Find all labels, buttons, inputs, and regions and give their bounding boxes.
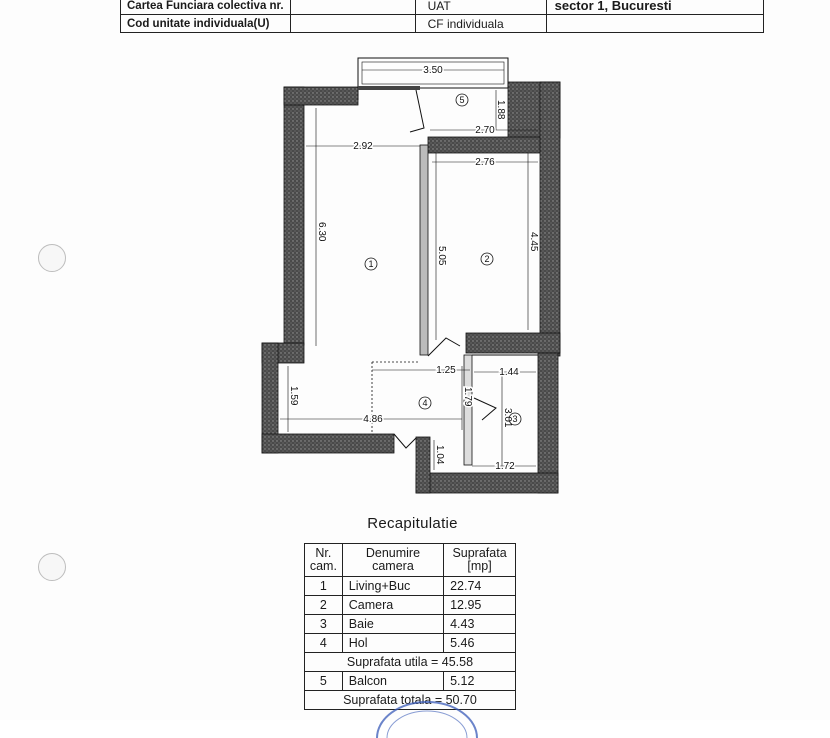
- col-header-nr: [305, 544, 343, 577]
- dim-camera-h: 4.45: [528, 232, 539, 252]
- dim-baie-w: 1.72: [495, 461, 515, 472]
- dim-hol-h: 1.79: [462, 387, 473, 407]
- header-line: Suprafata: [452, 546, 507, 560]
- cell-nr: 4: [305, 634, 343, 653]
- recap-header-row: [305, 544, 516, 577]
- suprafata-utila: Suprafata utila = 45.58: [305, 653, 516, 672]
- header-col3: UAT: [415, 0, 546, 15]
- dim-wall-h: 5.05: [436, 246, 447, 266]
- header-label: Cartea Funciara colectiva nr.: [121, 0, 291, 15]
- dim-balcon-h: 1.88: [495, 100, 506, 120]
- dim-baie-h: 3.01: [502, 408, 513, 428]
- header-line: camera: [372, 559, 414, 573]
- table-row: [305, 634, 516, 653]
- cell-nr: 5: [305, 672, 343, 691]
- cell-name: Camera: [342, 596, 443, 615]
- room-number: 2: [484, 254, 490, 264]
- summary-row: [305, 653, 516, 672]
- col-header-denumire: [342, 544, 443, 577]
- dimension-lines: [280, 70, 538, 470]
- cell-nr: 2: [305, 596, 343, 615]
- cell-area: 12.95: [444, 596, 516, 615]
- dim-niche-h: 1.04: [434, 445, 445, 465]
- room-number: 1: [368, 259, 374, 269]
- cell-name: Living+Buc: [342, 577, 443, 596]
- room-number: 4: [422, 398, 428, 408]
- cell-area: 5.12: [444, 672, 516, 691]
- official-stamp: [372, 698, 482, 738]
- cell-name: Baie: [342, 615, 443, 634]
- cell-name: Balcon: [342, 672, 443, 691]
- dim-hol-w: 4.86: [363, 414, 383, 425]
- header-label: Cod unitate individuala(U): [121, 15, 291, 33]
- dimension-labels: [288, 65, 539, 472]
- room-number: 3: [512, 414, 518, 424]
- punch-hole: [38, 553, 66, 581]
- dim-balcon-w: 3.50: [423, 65, 443, 76]
- dim-baie-top: 1.44: [499, 367, 519, 378]
- header-line: Denumire: [365, 546, 421, 560]
- header-col3: CF individuala: [415, 15, 546, 33]
- table-row: [305, 672, 516, 691]
- suprafata-totala: Suprafata totala = 50.70: [305, 691, 516, 710]
- header-line: Nr.: [315, 546, 332, 560]
- exterior-walls: [262, 82, 560, 493]
- cell-nr: 3: [305, 615, 343, 634]
- table-row: [305, 615, 516, 634]
- cell-area: 5.46: [444, 634, 516, 653]
- dim-hol-top: 1.25: [436, 365, 456, 376]
- room-number: 5: [459, 95, 465, 105]
- cell-nr: 1: [305, 577, 343, 596]
- header-col4: sector 1, Bucuresti: [546, 0, 763, 15]
- dim-living-w: 2.92: [353, 141, 373, 152]
- header-line: [mp]: [467, 559, 492, 573]
- header-line: cam.: [309, 559, 337, 573]
- col-header-suprafata: [444, 544, 516, 577]
- recap-table: [304, 543, 516, 710]
- recap-title: Recapitulatie: [367, 515, 458, 532]
- dim-balcon-inner: 2.70: [475, 125, 495, 136]
- table-row: [305, 596, 516, 615]
- dim-camera-w: 2.76: [475, 157, 495, 168]
- cell-name: Hol: [342, 634, 443, 653]
- cell-area: 22.74: [444, 577, 516, 596]
- dim-living-lower-h: 1.59: [288, 386, 299, 406]
- dim-living-h: 6.30: [316, 222, 327, 242]
- table-row: [305, 577, 516, 596]
- cell-area: 4.43: [444, 615, 516, 634]
